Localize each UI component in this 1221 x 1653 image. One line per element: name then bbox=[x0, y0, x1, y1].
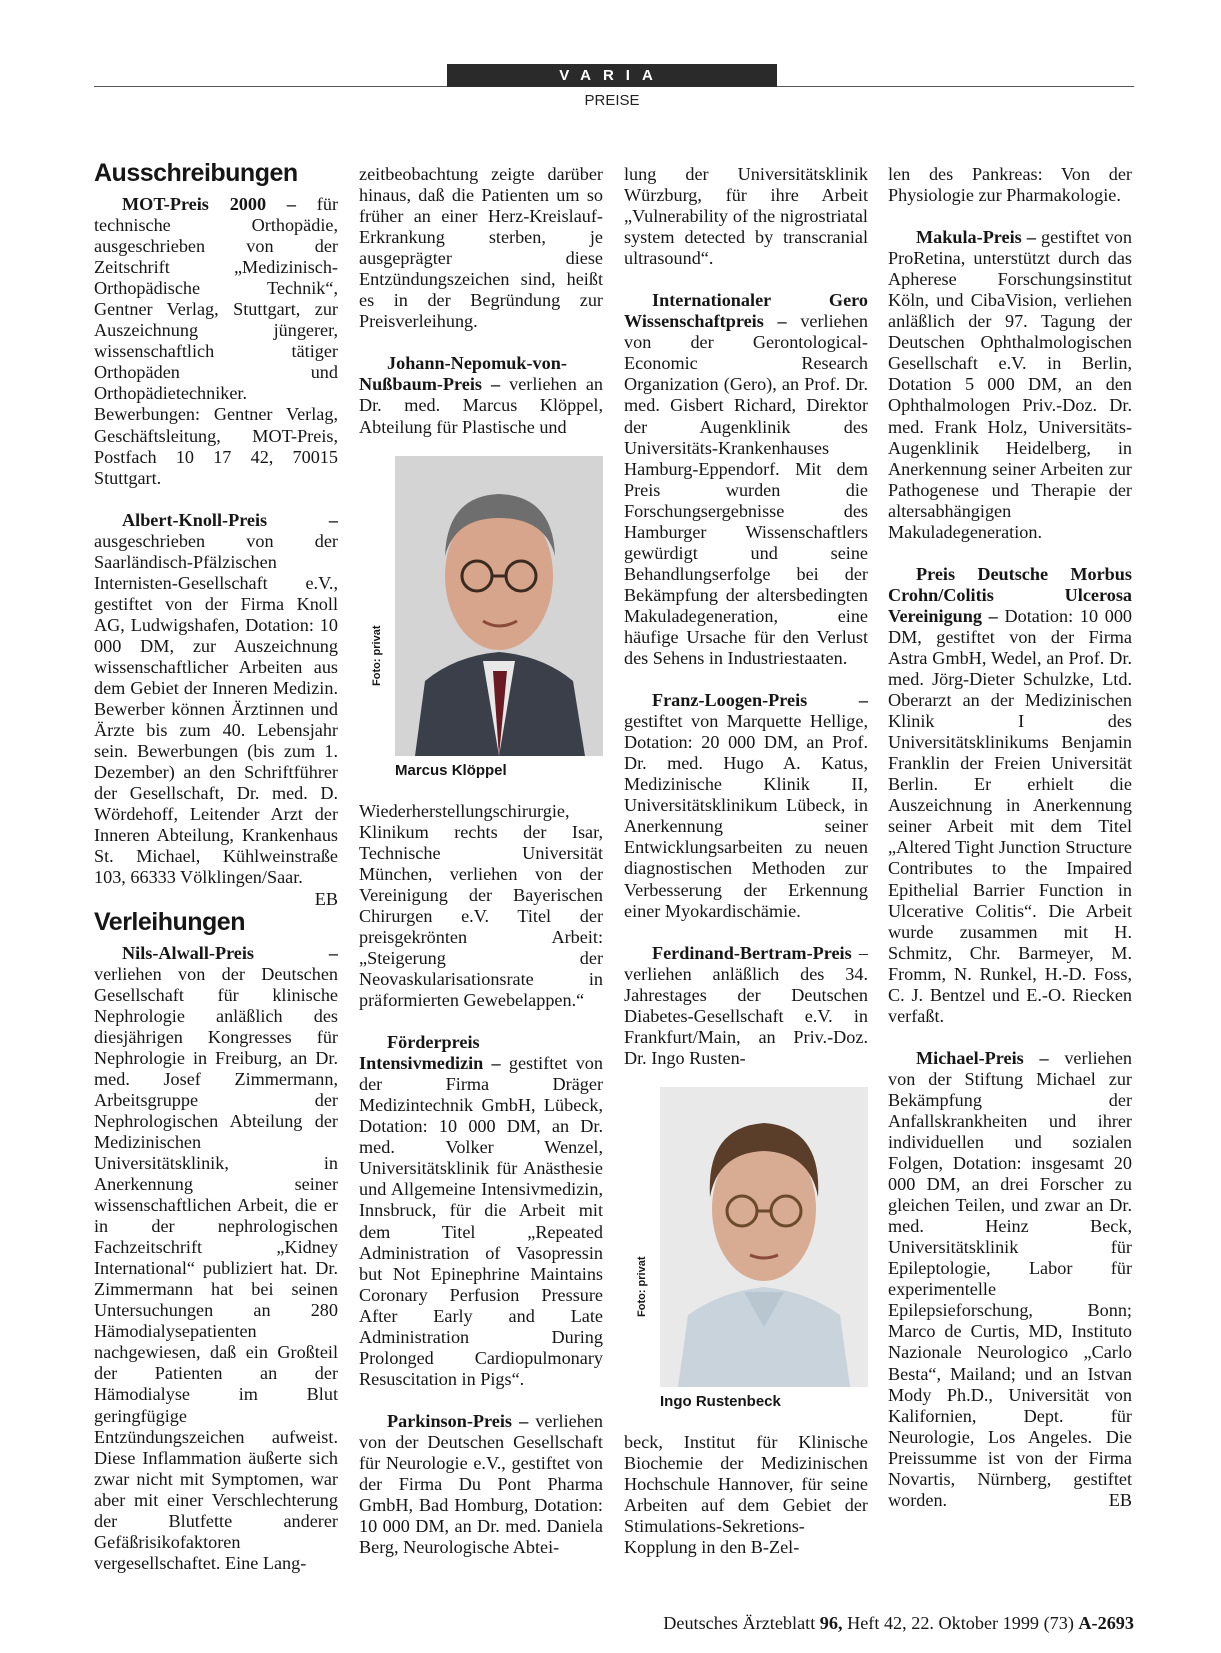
article-franz-loogen-preis bbox=[624, 690, 868, 922]
photo-marcus-kloeppel bbox=[359, 456, 603, 781]
article-albert-knoll-preis bbox=[94, 509, 338, 909]
article-title: Makula-Preis – bbox=[916, 227, 1036, 248]
article-morbus-crohn-preis bbox=[888, 564, 1132, 1027]
article-title: Förderpreis Intensivmedizin – bbox=[359, 1032, 501, 1074]
article-gero-wissenschaftpreis bbox=[624, 290, 868, 669]
page-footer bbox=[94, 1613, 1134, 1634]
portrait-illustration bbox=[660, 1087, 868, 1387]
article-nils-alwall-preis bbox=[94, 943, 338, 1574]
section-subtitle: PREISE bbox=[584, 92, 640, 109]
column-3 bbox=[624, 164, 868, 1558]
article-text: Dotation: 10 000 DM, gestiftet von der Firma Astra GmbH, Wedel, an Prof. Dr. med. Jörg-Dieter Schulzke, Ltd. Oberarzt an der Medizinischen Klinik I des Universitätsklinikums Benjamin Franklin der Freien Universität Berlin. Er erhielt die Auszeichnung in Anerkennung seiner Arbeit mit dem Titel „Altered Tight Junction Structure Contributes to the Impaired Epithelial Barrier Function in Ulcerative Colitis“. Die Arbeit wurde zusammen mit H. Schmitz, Chr. Barmeyer, M. Fromm, N. Runkel, H.-D. Foss, C. J. Bentzel und E.-O. Riecken verfaßt. bbox=[888, 605, 1133, 1026]
article-mot-preis bbox=[94, 194, 338, 489]
article-title: MOT-Preis 2000 – bbox=[122, 194, 296, 214]
article-ferdinand-bertram-preis bbox=[624, 943, 868, 1069]
column-4 bbox=[888, 164, 1132, 1511]
article-continuation: zeitbeobachtung zeigte darüber hinaus, daß die Patienten um so früher an einer Herz-Kreislauf-Erkrankung sterben, je ausgeprägter diese Entzündungszeichen sind, heißt es in der Begründung zur Preisverleihung. bbox=[359, 164, 603, 332]
article-title: Franz-Loogen-Preis – bbox=[652, 690, 868, 711]
section-title: VARIA bbox=[447, 64, 777, 87]
article-foerderpreis-intensivmedizin bbox=[359, 1032, 603, 1390]
article-title: Parkinson-Preis – bbox=[387, 1410, 529, 1431]
article-michael-preis bbox=[888, 1048, 1132, 1511]
portrait-image bbox=[395, 456, 603, 756]
article-title: Ferdinand-Bertram-Preis bbox=[652, 942, 852, 963]
journal-issue: Heft 42, 22. Oktober 1999 (73) bbox=[842, 1613, 1079, 1633]
article-text: gestiftet von Marquette Hellige, Dotation: 20 000 DM, an Prof. Dr. med. Hugo A. Katus, Medizinische Klinik II, Universitätsklinikum Lübeck, in Anerkennung seiner Entwicklungsarbeiten zu neuen diagnostischen Methoden zur Verbesserung der Erkennung einer Myokardischämie. bbox=[624, 711, 868, 921]
article-continuation: lung der Universitätsklinik Würzburg, für ihre Arbeit „Vulnerability of the nigrostriatal system detected by transcranial ultrasound“. bbox=[624, 164, 868, 269]
article-title: Preis Deutsche Morbus Crohn/Colitis Ulcerosa Vereinigung – bbox=[888, 563, 1132, 626]
page-number: A-2693 bbox=[1078, 1613, 1134, 1633]
heading-verleihungen: Verleihungen bbox=[94, 907, 245, 936]
author-initials: EB bbox=[1108, 1489, 1132, 1510]
article-text: verliehen von der Deutschen Gesellschaft für Neurologie e.V., gestiftet von der Firma Du Pont Pharma GmbH, Bad Homburg, Dotation: 10 000 DM, an Dr. med. Daniela Berg, Neurologische Abtei- bbox=[359, 1410, 603, 1558]
article-text: verliehen an Dr. med. Marcus Klöppel, Abteilung für Plastische und bbox=[359, 374, 604, 437]
article-text: verliehen von der Stiftung Michael zur Bekämpfung der Anfallskrankheiten und ihrer individuellen und sozialen Folgen, Dotation: insgesamt 20 000 DM, an drei Forscher zu gleichen Teilen, und zwar an Dr. med. Heinz Beck, Universitätsklinik für Epileptologie, Labor für experimentelle Epilepsieforschung, Bonn; Marco de Curtis, MD, Instituto Nazionale Neurologico „Carlo Besta“, Mailand; und an Istvan Mody Ph.D., Universität von Kalifornien, Dept. für Neurologie, Los Angeles. Die Preissumme ist von der Firma Novartis, Nürnberg, gestiftet worden. bbox=[888, 1047, 1132, 1510]
portrait-image bbox=[660, 1087, 868, 1387]
photo-credit: Foto: privat bbox=[371, 625, 383, 686]
article-text: gestiftet von ProRetina, unterstützt durch das Apherese Forschungsinstitut Köln, und CibaVision, verliehen anläßlich der 97. Tagung der Deutschen Ophthalmologischen Gesellschaft e.V. in Berlin, Dotation 5 000 DM, an den Ophthalmologen Priv.-Doz. Dr. med. Frank Holz, Universitäts-Augenklinik Heidelberg, in Anerkennung seiner Arbeiten zur Pathogenese und Therapie der altersabhängigen Makuladegeneration. bbox=[888, 227, 1132, 542]
heading-ausschreibungen: Ausschreibungen bbox=[94, 159, 298, 187]
article-title: Albert-Knoll-Preis – bbox=[122, 509, 338, 530]
portrait-illustration bbox=[395, 456, 603, 756]
article-title: Internationaler Gero Wissenschaftpreis – bbox=[624, 290, 868, 332]
article-text: ausgeschrieben von der Saarländisch-Pfälzischen Internisten-Gesellschaft e.V., gestiftet von der Firma Knoll AG, Ludwigshafen, Dotation: 10 000 DM, zur Auszeichnung wissenschaftlicher Arbeiten aus dem Gebiet der Inneren Medizin. Bewerber können Ärztinnen und Ärzte bis zum 40. Lebensjahr sein. Bewerbungen (bis zum 1. Dezember) an den Schriftführer der Gesellschaft, Dr. med. D. Wördehoff, Leitender Arzt der Inneren Abteilung, Krankenhaus St. Michael, Kühlweinstraße 103, 66333 Völklingen/Saar. bbox=[94, 530, 338, 888]
article-text: – verliehen anläßlich des 34. Jahrestages der Deutschen Diabetes-Gesellschaft e.V. in Frankfurt/Main, an Priv.-Doz. Dr. Ingo Rusten- bbox=[624, 942, 868, 1068]
article-text: gestiftet von der Firma Dräger Medizintechnik GmbH, Lübeck, Dotation: 10 000 DM, an Dr. med. Volker Wenzel, Universitätsklinik für Anästhesie und Allgemeine Intensivmedizin, Innsbruck, für die Arbeit mit dem Titel „Repeated Administration of Vasopressin but Not Epinephrine Maintains Coronary Perfusion Pressure After Early and Late Administration During Prolonged Cardiopulmonary Resuscitation in Pigs“. bbox=[359, 1053, 603, 1389]
article-title: Michael-Preis – bbox=[916, 1047, 1049, 1068]
article-nussbaum-continuation: Wiederherstellungschirurgie, Klinikum rechts der Isar, Technische Universität München, verliehen von der Vereinigung der Bayerischen Chirurgen e.V. Titel der preisgekrönten Arbeit: „Steigerung der Neovaskularisationsrate in präformierten Gewebelappen.“ bbox=[359, 800, 603, 1011]
photo-caption: Marcus Klöppel bbox=[395, 761, 507, 779]
column-1 bbox=[94, 159, 338, 1574]
article-title: Nils-Alwall-Preis – bbox=[122, 942, 338, 963]
article-continuation: len des Pankreas: Von der Physiologie zur Pharmakologie. bbox=[888, 164, 1132, 206]
article-text: verliehen von der Gerontological-Economic Research Organization (Gero), an Prof. Dr. med. Gisbert Richard, Direktor der Augenklinik des Universitäts-Krankenhauses Hamburg-Eppendorf. Mit dem Preis wurden die Forschungsergebnisse des Hamburger Wissenschaftlers gewürdigt und seine Behandlungserfolge bei der Bekämpfung der altersbedingten Makuladegeneration, eine häufige Ursache für den Verlust des Sehens in Industriestaaten. bbox=[624, 311, 868, 669]
photo-caption: Ingo Rustenbeck bbox=[660, 1392, 781, 1410]
photo-credit: Foto: privat bbox=[636, 1256, 648, 1317]
article-title: Johann-Nepomuk-von-Nußbaum-Preis – bbox=[359, 353, 567, 395]
article-text: für technische Orthopädie, ausgeschrieben von der Zeitschrift „Medizinisch-Orthopädische Technik“, Gentner Verlag, Stuttgart, zur Auszeichnung jüngerer, wissenschaftlich tätiger Orthopäden und Orthopädietechniker. Bewerbungen: Gentner Verlag, Geschäftsleitung, MOT-Preis, Postfach 10 17 42, 70015 Stuttgart. bbox=[94, 194, 338, 488]
article-nussbaum-preis bbox=[359, 353, 603, 437]
article-parkinson-preis bbox=[359, 1411, 603, 1558]
column-2 bbox=[359, 164, 603, 1558]
article-bertram-continuation: beck, Institut für Klinische Biochemie der Medizinischen Hochschule Hannover, für seine Arbeiten auf dem Gebiet der Stimulations-Sekretions-Kopplung in den B-Zel- bbox=[624, 1431, 868, 1558]
journal-name: Deutsches Ärzteblatt bbox=[663, 1613, 820, 1633]
photo-ingo-rustenbeck bbox=[624, 1087, 868, 1412]
journal-volume: 96, bbox=[819, 1613, 843, 1633]
author-initials: EB bbox=[314, 888, 338, 909]
article-text: verliehen von der Deutschen Gesellschaft für klinische Nephrologie anläßlich des diesjährigen Kongresses für Nephrologie in Freiburg, an Dr. med. Josef Zimmermann, Arbeitsgruppe der Nephrologischen Abteilung der Medizinischen Universitätsklinik, in Anerkennung seiner wissenschaftlichen Arbeit, die er in der nephrologischen Fachzeitschrift „Kidney International“ publiziert hat. Dr. Zimmermann hat bei seinen Untersuchungen an 280 Hämodialysepatienten nachgewiesen, daß ein Großteil der Patienten an der Hämodialyse im Blut geringfügige Entzündungszeichen aufweist. Diese Inflammation äußerte sich zwar nicht mit Symptomen, war aber mit einer Verschlechterung der Blutfette anderer Gefäßrisikofaktoren vergesellschaftet. Eine Lang- bbox=[94, 963, 338, 1573]
article-makula-preis bbox=[888, 227, 1132, 543]
